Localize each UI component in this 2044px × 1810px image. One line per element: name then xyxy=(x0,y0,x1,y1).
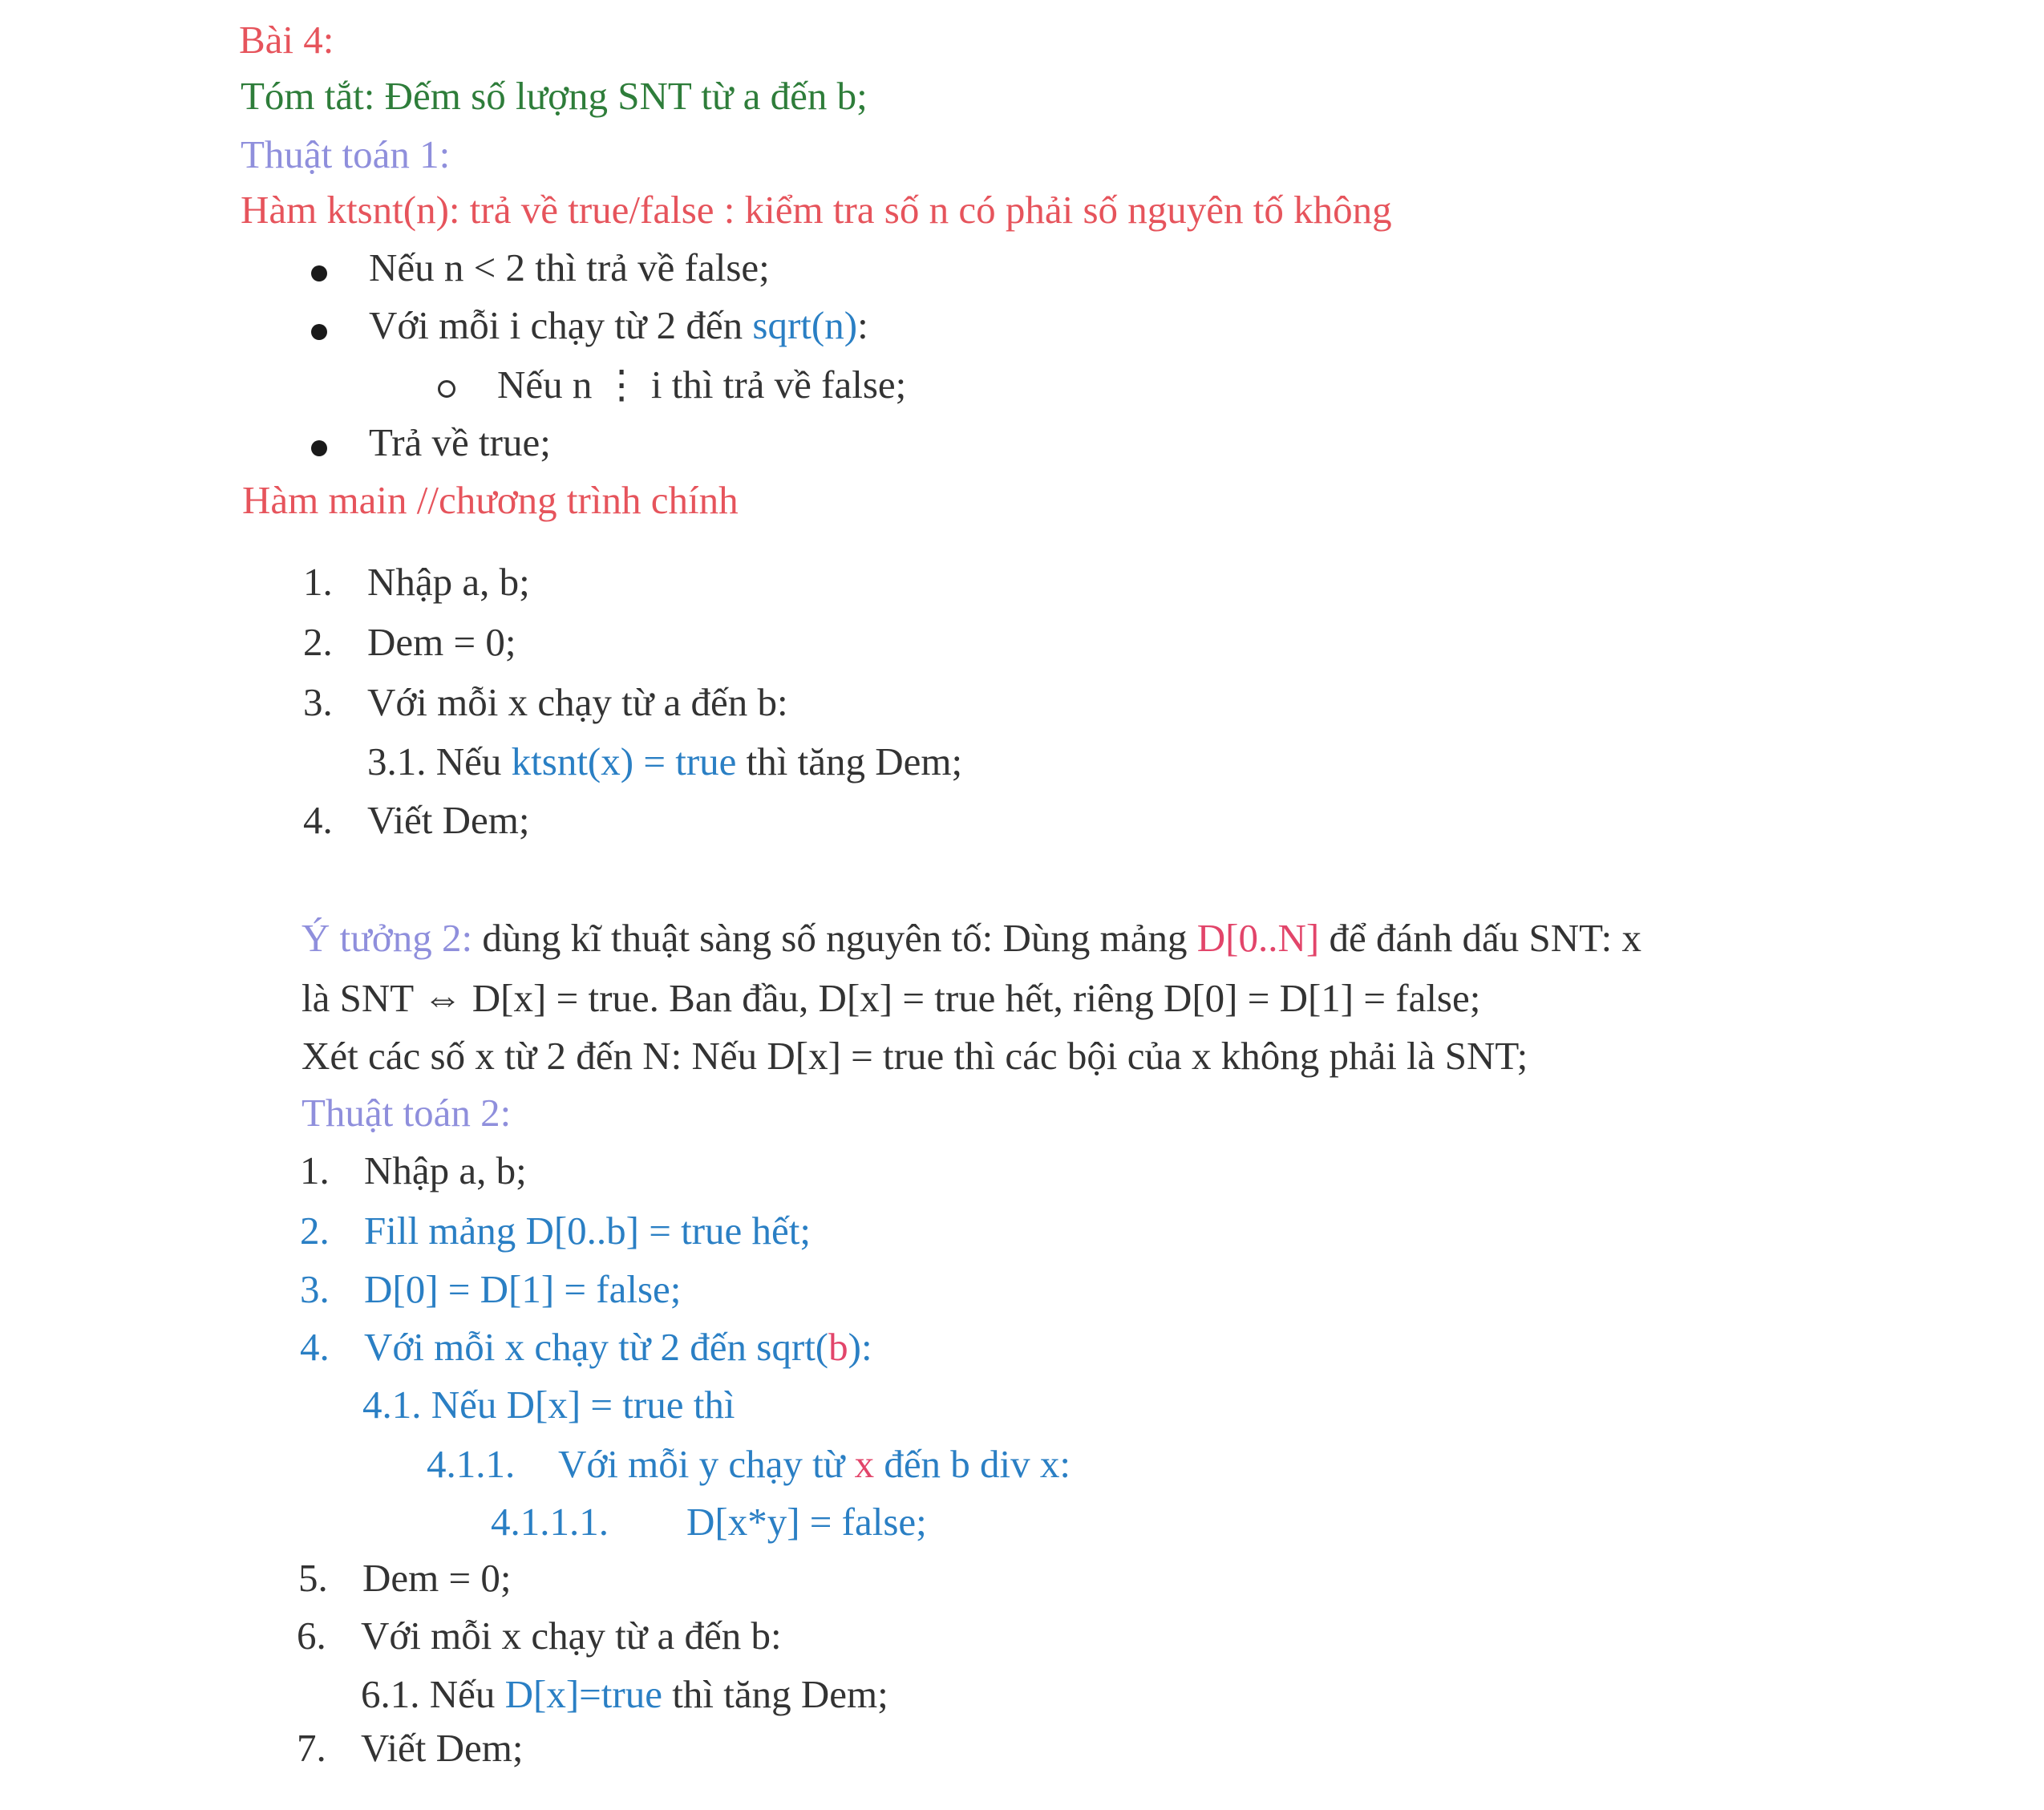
algo1-step-3: Với mỗi x chạy từ a đến b: xyxy=(367,680,788,724)
sub-bullet-item-1: Nếu n ⋮ i thì trả về false; xyxy=(497,362,907,407)
step-number: 4.1.1. xyxy=(427,1442,516,1486)
step-number: 6. xyxy=(297,1614,326,1658)
algorithm-2-title: Thuật toán 2: xyxy=(302,1091,512,1135)
algo2-step-7: Viết Dem; xyxy=(361,1726,524,1770)
algo2-step-6: Với mỗi x chạy từ a đến b: xyxy=(361,1614,782,1658)
function-ktsnt-line: Hàm ktsnt(n): trả về true/false : kiểm tra số n có phải số nguyên tố không xyxy=(241,188,1392,232)
step-number: 4.1.1.1. xyxy=(491,1500,609,1544)
step-number: 4. xyxy=(303,798,333,842)
algo1-step-1: Nhập a, b; xyxy=(367,560,530,604)
step-number: 1. xyxy=(300,1148,330,1192)
algo1-step-2: Dem = 0; xyxy=(367,620,516,664)
main-function-line: Hàm main //chương trình chính xyxy=(242,478,739,522)
algo2-step-5: Dem = 0; xyxy=(362,1556,512,1600)
algorithm-1-title: Thuật toán 1: xyxy=(241,132,451,176)
bullet-icon xyxy=(311,440,327,456)
step-number: 3. xyxy=(303,680,333,724)
bullet-icon xyxy=(311,324,327,340)
step-number: 2. xyxy=(300,1209,330,1253)
algo1-step-3-1: 3.1. Nếu ktsnt(x) = true thì tăng Dem; xyxy=(367,739,963,784)
step-number: 3. xyxy=(300,1267,330,1311)
step-number: 5. xyxy=(298,1556,328,1600)
algo2-step-4-1-1: Với mỗi y chạy từ x đến b div x: xyxy=(558,1442,1071,1486)
algo2-step-2: Fill mảng D[0..b] = true hết; xyxy=(364,1209,812,1253)
algo1-step-4: Viết Dem; xyxy=(367,798,530,842)
step-number: 7. xyxy=(297,1726,326,1770)
algo2-step-3: D[0] = D[1] = false; xyxy=(364,1267,682,1311)
algo2-step-1: Nhập a, b; xyxy=(364,1148,527,1192)
algo2-step-4: Với mỗi x chạy từ 2 đến sqrt(b): xyxy=(364,1325,872,1369)
algo2-step-4-1-1-1: D[x*y] = false; xyxy=(686,1500,927,1544)
idea-2-line-2: là SNT ⇔ D[x] = true. Ban đầu, D[x] = true hết, riêng D[0] = D[1] = false; xyxy=(302,976,1481,1020)
bullet-item-3: Trả về true; xyxy=(369,420,551,464)
bullet-item-2: Với mỗi i chạy từ 2 đến sqrt(n): xyxy=(369,303,868,347)
idea-2-line-1: Ý tưởng 2: dùng kĩ thuật sàng số nguyên tố: Dùng mảng D[0..N] để đánh dấu SNT: x xyxy=(302,916,1641,960)
bullet-item-1: Nếu n < 2 thì trả về false; xyxy=(369,245,770,290)
step-number: 2. xyxy=(303,620,333,664)
step-number: 1. xyxy=(303,560,333,604)
exercise-heading: Bài 4: xyxy=(239,18,334,62)
algo2-step-4-1: 4.1. Nếu D[x] = true thì xyxy=(362,1383,735,1427)
bullet-icon xyxy=(311,265,327,281)
circle-bullet-icon xyxy=(438,380,455,398)
step-number: 4. xyxy=(300,1325,330,1369)
algo2-step-6-1: 6.1. Nếu D[x]=true thì tăng Dem; xyxy=(361,1672,888,1716)
idea-2-line-3: Xét các số x từ 2 đến N: Nếu D[x] = true thì các bội của x không phải là SNT; xyxy=(302,1034,1528,1078)
summary-line: Tóm tắt: Đếm số lượng SNT từ a đến b; xyxy=(241,74,868,118)
